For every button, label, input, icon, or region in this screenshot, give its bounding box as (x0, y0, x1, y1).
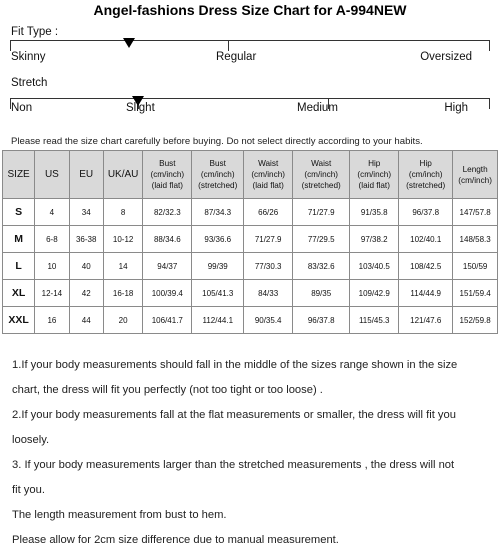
table-row (3, 307, 498, 334)
table-cell: 94/37 (143, 253, 192, 280)
note-line: The length measurement from bust to hem. (12, 509, 227, 521)
size-chart-notice: Please read the size chart carefully before buying. Do not select directly according to your habits. (11, 136, 423, 147)
stretch-option-medium: Medium (297, 102, 338, 114)
table-cell: 91/35.8 (350, 199, 399, 226)
note-line: fit you. (12, 484, 45, 496)
column-header (399, 151, 453, 199)
column-header-line: Bust (159, 159, 176, 168)
column-header (143, 151, 192, 199)
column-header (293, 151, 350, 199)
column-header-line: (stretched) (198, 181, 238, 190)
size-chart-table (2, 150, 498, 334)
page-title: Angel-fashions Dress Size Chart for A-994NEW (93, 2, 407, 18)
table-row (3, 253, 498, 280)
note-line: 2.If your body measurements fall at the flat measurements or smaller, the dress will fit you (12, 409, 456, 421)
table-cell: 87/34.3 (192, 199, 244, 226)
table-cell: 77/29.5 (293, 226, 350, 253)
stretch-option-slight: Slight (126, 102, 155, 114)
column-header-line: Hip (368, 159, 381, 168)
table-cell: 152/59.8 (453, 307, 498, 334)
table-cell: 93/36.6 (192, 226, 244, 253)
table-cell: 16 (35, 307, 69, 334)
stretch-tick-high (489, 98, 490, 109)
size-cell: M (3, 226, 35, 253)
table-cell: 90/35.4 (244, 307, 293, 334)
stretch-option-non: Non (11, 102, 33, 114)
column-header (453, 151, 498, 199)
fit-type-line (10, 40, 490, 41)
table-cell: 8 (103, 199, 143, 226)
table-cell: 16-18 (103, 280, 143, 307)
fit-tick-regular (228, 40, 229, 51)
column-header-line: Waist (311, 159, 332, 168)
table-cell: 10-12 (103, 226, 143, 253)
table-cell: 14 (103, 253, 143, 280)
size-notes (12, 353, 492, 553)
size-cell: XL (3, 280, 35, 307)
table-cell: 12-14 (35, 280, 69, 307)
note-line: loosely. (12, 434, 50, 446)
table-cell: 71/27.9 (244, 226, 293, 253)
column-header-line: Length (462, 164, 488, 174)
table-header-row (3, 151, 498, 199)
size-cell: L (3, 253, 35, 280)
stretch-label: Stretch (11, 77, 48, 89)
column-header-line: (laid flat) (252, 181, 284, 190)
table-cell: 147/57.8 (453, 199, 498, 226)
fit-tick-skinny (10, 40, 11, 51)
column-header-line: UK/AU (107, 169, 139, 180)
table-cell: 100/39.4 (143, 280, 192, 307)
column-header-line: (cm/inch) (251, 170, 285, 179)
stretch-line (10, 98, 490, 99)
table-cell: 84/33 (244, 280, 293, 307)
table-cell: 36-38 (69, 226, 103, 253)
column-header-line: US (44, 169, 59, 180)
column-header-line: Waist (258, 159, 279, 168)
column-header (350, 151, 399, 199)
table-row (3, 280, 498, 307)
column-header-line: Hip (419, 159, 432, 168)
table-cell: 34 (69, 199, 103, 226)
column-header (244, 151, 293, 199)
table-cell: 115/45.3 (350, 307, 399, 334)
table-body (3, 199, 498, 334)
table-cell: 108/42.5 (399, 253, 453, 280)
table-cell: 96/37.8 (293, 307, 350, 334)
table-cell: 112/44.1 (192, 307, 244, 334)
table-cell: 42 (69, 280, 103, 307)
column-header (192, 151, 244, 199)
table-cell: 99/39 (192, 253, 244, 280)
column-header-line: (cm/inch) (304, 170, 339, 179)
table-cell: 6-8 (35, 226, 69, 253)
fit-type-label: Fit Type : (11, 26, 59, 38)
table-cell: 4 (35, 199, 69, 226)
table-cell: 109/42.9 (350, 280, 399, 307)
table-row (3, 226, 498, 253)
size-cell: XXL (3, 307, 35, 334)
fit-option-regular: Regular (216, 51, 257, 63)
column-header-line: (cm/inch) (150, 170, 185, 179)
column-header-line: (laid flat) (151, 181, 184, 190)
note-line: chart, the dress will fit you perfectly (not too tight or too loose) . (12, 384, 323, 396)
table-cell: 96/37.8 (399, 199, 453, 226)
fit-type-marker (123, 38, 135, 48)
table-cell: 105/41.3 (192, 280, 244, 307)
fit-option-oversized: Oversized (420, 51, 472, 63)
note-line: Please allow for 2cm size difference due to manual measurement. (12, 534, 339, 546)
column-header-line: (cm/inch) (200, 170, 235, 179)
column-header-line: (cm/inch) (458, 175, 492, 185)
table-cell: 66/26 (244, 199, 293, 226)
note-line: 1.If your body measurements should fall in the middle of the sizes range shown in the size (12, 359, 458, 371)
column-header-line: (stretched) (406, 181, 446, 190)
column-header-line: Bust (209, 159, 226, 168)
column-header (103, 151, 143, 199)
table-cell: 106/41.7 (143, 307, 192, 334)
table-cell: 20 (103, 307, 143, 334)
table-cell: 71/27.9 (293, 199, 350, 226)
fit-tick-oversized (489, 40, 490, 51)
stretch-scale (10, 98, 490, 110)
column-header (3, 151, 35, 199)
table-cell: 83/32.6 (293, 253, 350, 280)
table-cell: 44 (69, 307, 103, 334)
table-cell: 151/59.4 (453, 280, 498, 307)
table-row (3, 199, 498, 226)
table-cell: 148/58.3 (453, 226, 498, 253)
column-header-line: (stretched) (301, 181, 341, 190)
table-cell: 40 (69, 253, 103, 280)
column-header-line: SIZE (7, 169, 30, 180)
stretch-option-high: High (444, 102, 468, 114)
column-header (69, 151, 103, 199)
table-cell: 10 (35, 253, 69, 280)
table-cell: 77/30.3 (244, 253, 293, 280)
table-cell: 114/44.9 (399, 280, 453, 307)
column-header-line: EU (79, 169, 94, 180)
table-cell: 103/40.5 (350, 253, 399, 280)
table-cell: 82/32.3 (143, 199, 192, 226)
size-cell: S (3, 199, 35, 226)
table-cell: 121/47.6 (399, 307, 453, 334)
table-cell: 102/40.1 (399, 226, 453, 253)
table-cell: 88/34.6 (143, 226, 192, 253)
column-header (35, 151, 69, 199)
table-cell: 97/38.2 (350, 226, 399, 253)
column-header-line: (cm/inch) (357, 170, 392, 179)
column-header-line: (cm/inch) (408, 170, 443, 179)
column-header-line: (laid flat) (358, 181, 390, 190)
note-line: 3. If your body measurements larger than the stretched measurements , the dress will not (12, 459, 455, 471)
table-cell: 89/35 (293, 280, 350, 307)
table-cell: 150/59 (453, 253, 498, 280)
fit-option-skinny: Skinny (11, 51, 46, 63)
